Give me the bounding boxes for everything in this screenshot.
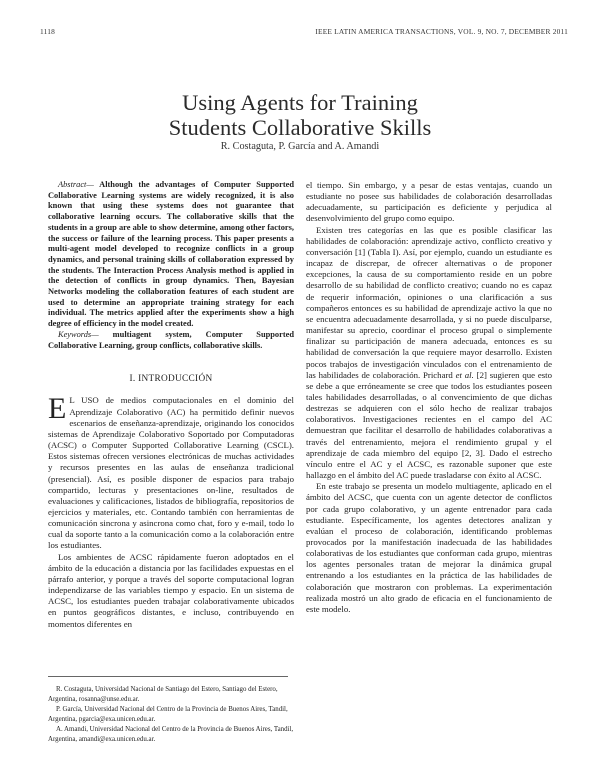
footnotes <box>48 676 294 745</box>
left-column <box>48 180 294 630</box>
title-line-2: Students Collaborative Skills <box>168 115 432 140</box>
intro-paragraph-1 <box>48 392 294 551</box>
section-heading: I. INTRODUCCIÓN <box>129 374 213 385</box>
right-paragraph-2b: [2] sugieren que esto se debe a que erróneamente se cree que todos los estudiantes poseen tales habilidades desarrolladas, o al convencimiento de que dichas destrezas se adquieren con el sólo hecho de realizar trabajos colaborativos. Investigaciones recientes en el campo del AC demuestran que facilitar el desarrollo de habilidades colaborativas a través del entrenamiento, mejora el rendimiento grupal y el aprendizaje de cada miembro del equipo [2, 3]. Dado el estrecho vínculo entre el AC y el ACSC, es razonable suponer que este hallazgo en el ámbito del AC puede trasladarse con éxito al ACSC. <box>306 369 552 481</box>
title-line-1: Using Agents for Training <box>182 90 418 115</box>
footnote-rule <box>48 676 288 677</box>
abstract-text: Although the advantages of Computer Supported Collaborative Learning systems are widely recognized, it is also known that using these systems does not guarantee that collaborative learning occurs. The collaborative skills that the students in a group are able to show determine, among other factors, the success or failure of the learning process. This paper presents a multi-agent model developed to recognize conflicts in a group dynamics, and personal training skills of collaboration expressed by the students. The Interaction Process Analysis method is applied in the detection of conflicts in group dynamics. Then, Bayesian Networks modeling the collaboration features of each student are used to determine an appropriate training strategy for each individual. The metrics applied after the experiments show a high degree of efficiency in the model created. <box>48 180 294 329</box>
abstract-lead: Abstract— <box>58 180 94 189</box>
intro-paragraph-2: Los ambientes de ACSC rápidamente fueron adoptados en el ámbito de la educación a distancia por las facilidades expuestas en el párrafo anterior, y porque a través del soporte computacional logran independizarse de las variables tiempo y espacio. En un sistema de ACSC, los estudiantes pueden trabajar colaborativamente ubicados en puntos geográficos distantes, e incluso, contribuyendo en momentos diferentes en <box>48 551 294 629</box>
page-number: 1118 <box>40 27 56 36</box>
intro-paragraph-1-text: L USO de medios computacionales en el dominio del Aprendizaje Colaborativo (AC) ha permitido definir nuevos escenarios de enseñanza-aprendizaje, originando los conocidos sistemas de Aprendizaje Colaborativo Soportado por Computadoras (ACSC) o Computer Supported Collaborative Learning (CSCL). Estos sistemas ofrecen versiones electrónicas de muchas actividades y recursos presentes en las aulas de enseñanza tradicional (presencial). Así, es posible disponer de espacios para trabajo compartido, lecturas y presentaciones on-line, resultados de evaluaciones y calificaciones, listados de bibliografía, repositorios de ejercicios y materiales, etc. Contando también con herramientas de comunicación sincrona y asincrona como chat, foro y e-mail, todo lo cual da soporte tanto a la comunicación como a la colaboración entre los estudiantes. <box>48 395 294 551</box>
right-paragraph-2 <box>306 225 552 482</box>
keywords-lead: Keywords— <box>58 329 99 339</box>
right-paragraph-3: En este trabajo se presenta un modelo multiagente, aplicado en el ámbito del ACSC, que cuenta con un agente detector de conflictos por cada grupo colaborativo, y un agente entrenador para cada estudiante. Específicamente, los agentes detectores analizan y evalúan el proceso de colaboración, identificando problemas provocados por la manifestación inadecuada de las habilidades colaborativas de los estudiantes que conforman cada grupo, mientras los agentes personales tratan de mejorar la dinámica grupal entrenando a los estudiantes en la práctica de las habilidades de colaboración que mostraron con problemas. La experimentación realizada mostró un alto grado de eficacia en el funcionamiento de este modelo. <box>306 481 552 614</box>
footnote-1: R. Costaguta, Universidad Nacional de Santiago del Estero, Santiago del Estero, Argentina, rosanna@unse.edu.ar. <box>48 686 278 703</box>
right-column <box>306 180 552 615</box>
abstract <box>48 180 294 330</box>
keywords <box>48 330 294 351</box>
footnote-2: P. García, Universidad Nacional del Centro de la Provincia de Buenos Aires, Tandil, Argentina, pgarcia@exa.unicen.edu.ar. <box>48 706 288 723</box>
et-al: et al. <box>455 369 474 380</box>
journal-header: IEEE LATIN AMERICA TRANSACTIONS, VOL. 9, NO. 7, DECEMBER 2011 <box>315 27 568 36</box>
footnote-3: A. Amandi, Universidad Nacional del Centro de la Provincia de Buenos Aires, Tandil, Argentina, amandi@exa.unicen.edu.ar. <box>48 726 294 743</box>
keywords-text: multiagent system, Computer Supported Collaborative Learning, group conflicts, collaborative skills. <box>48 329 294 350</box>
right-paragraph-1: el tiempo. Sin embargo, y a pesar de estas ventajas, cuando un estudiante no posee sus habilidades de colaboración desarrolladas adecuadamente, su participación es deficiente y perjudica al desenvolvimiento del grupo como equipo. <box>306 180 552 224</box>
authors: R. Costaguta, P. García and A. Amandi <box>220 141 380 152</box>
paper-title <box>0 90 600 140</box>
right-paragraph-2a: Existen tres categorías en las que es posible clasificar las habilidades de colaboración: aprendizaje activo, conflicto creativo y conversación [1] (Tabla I). Así, por ejemplo, cuando un estudiante es incapaz de discrepar, de ofrecer alternativas o de proponer excepciones, la causa de su comportamiento reside en un pobre desarrollo de su habilidad de conflicto creativo; cuando no es capaz de requerir información, opiniones o una clarificación a sus compañeros entonces es su habilidad de aprendizaje activo la que no se encuentra adecuadamente desarrollada, y si no puede disculparse, manifestar su aprecio, coordinar el proceso grupal o simplemente finalizar su participación de manera adecuada, entonces es su habilidad de conversación la que requiere mayor desarrollo. Existen pocos trabajos de investigación vinculados con el entrenamiento de las habilidades de colaboración. Prichard <box>306 224 552 380</box>
drop-cap: E <box>48 392 67 426</box>
